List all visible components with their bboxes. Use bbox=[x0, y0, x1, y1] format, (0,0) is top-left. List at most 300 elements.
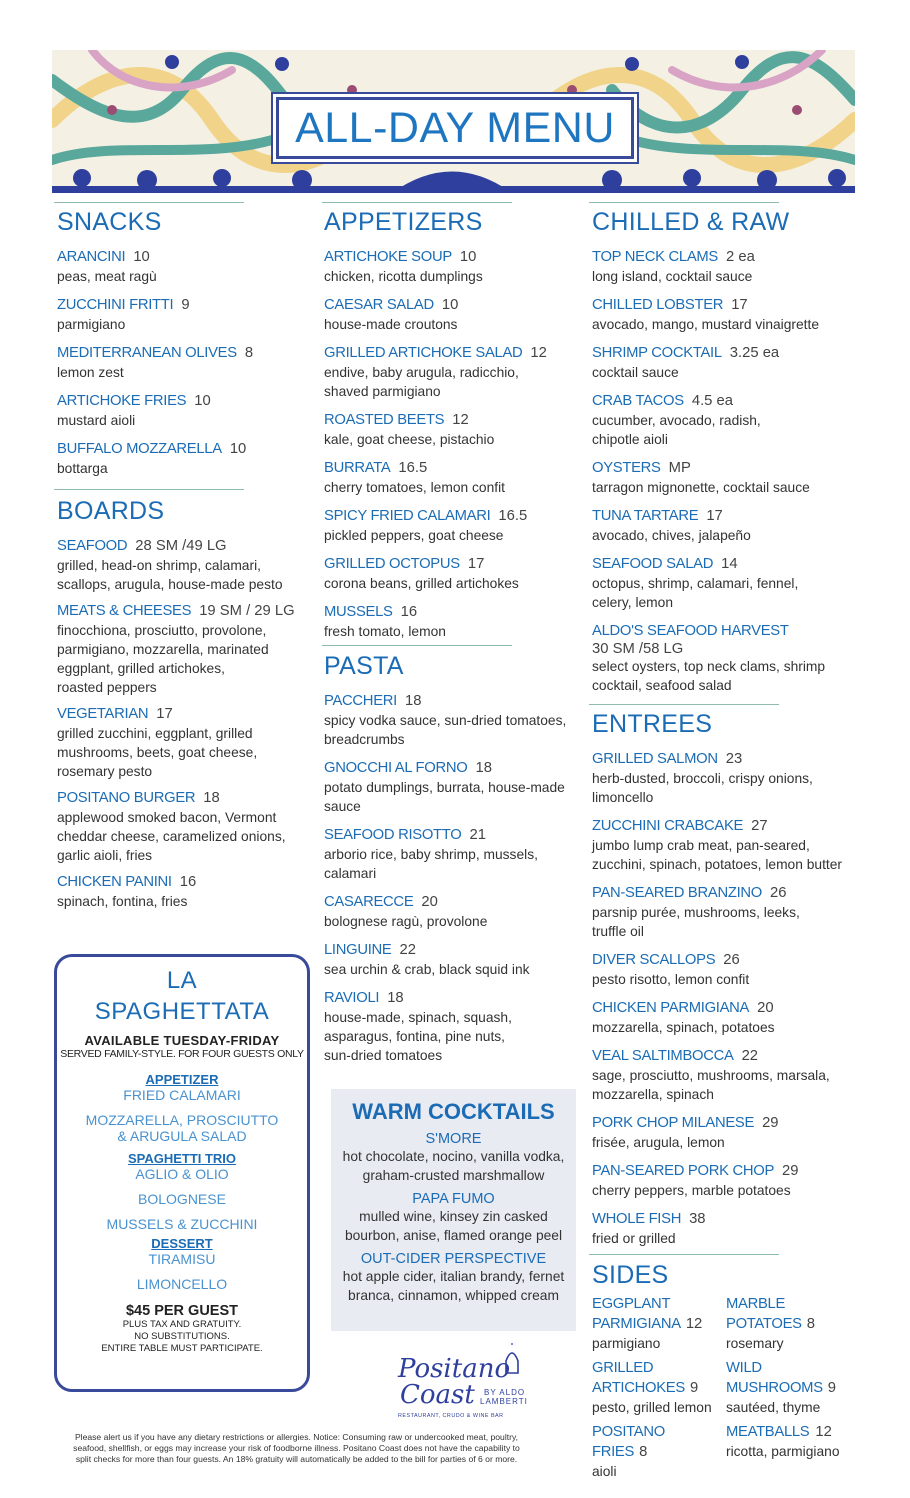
menu-item-description: scallops, arugula, house-made pesto bbox=[57, 577, 283, 592]
menu-item-name: SHRIMP COCKTAIL bbox=[592, 345, 722, 361]
boards-list bbox=[57, 536, 302, 918]
menu-item-description: mushrooms, beets, goat cheese, bbox=[57, 745, 258, 760]
menu-item bbox=[324, 758, 579, 816]
side-item-name-line-2 bbox=[592, 1314, 722, 1334]
menu-item bbox=[592, 1046, 854, 1104]
menu-item-name: BUFFALO MOZZARELLA bbox=[57, 441, 222, 457]
menu-item-description: tarragon mignonette, cocktail sauce bbox=[592, 480, 810, 495]
warm-cocktail-name: S'MORE bbox=[425, 1131, 482, 1147]
menu-item-title-line bbox=[324, 602, 579, 622]
side-item-name-line-1 bbox=[592, 1422, 722, 1442]
menu-item-description: arborio rice, baby shrimp, mussels, bbox=[324, 847, 538, 862]
side-item-name-2: ARTICHOKES bbox=[592, 1380, 685, 1396]
section-rule bbox=[54, 202, 244, 203]
menu-item bbox=[57, 343, 297, 382]
pasta-list bbox=[324, 691, 579, 1074]
menu-item-price: 10 bbox=[459, 249, 477, 265]
menu-item-title-line bbox=[57, 601, 302, 621]
side-item-description: rosemary bbox=[726, 1336, 784, 1351]
side-item-name-1: GRILLED bbox=[592, 1360, 654, 1376]
menu-item-price: 18 bbox=[404, 693, 422, 709]
menu-item-name: CAESAR SALAD bbox=[324, 297, 434, 313]
side-item-price: 9 bbox=[689, 1380, 699, 1396]
side-item-name-line-1 bbox=[726, 1422, 854, 1442]
menu-item-description: chipotle aioli bbox=[592, 432, 668, 447]
menu-item-title-line bbox=[57, 704, 302, 724]
menu-item bbox=[324, 691, 579, 749]
menu-item-price: 18 bbox=[387, 990, 404, 1006]
menu-item bbox=[592, 1209, 854, 1248]
entrees-list bbox=[592, 749, 854, 1257]
spaghettata-title-2: SPAGHETTATA bbox=[94, 998, 270, 1025]
menu-item bbox=[592, 247, 852, 286]
menu-item-price: 21 bbox=[469, 827, 486, 843]
menu-item-price: 28 SM /49 LG bbox=[135, 538, 227, 554]
menu-item bbox=[57, 536, 302, 594]
menu-item bbox=[592, 295, 852, 334]
menu-item bbox=[324, 410, 579, 449]
menu-item-description: herb-dusted, broccoli, crispy onions, bbox=[592, 771, 813, 786]
spaghettata-appetizer-2b: & ARUGULA SALAD bbox=[117, 1128, 247, 1144]
pasta-heading: PASTA bbox=[324, 652, 404, 680]
menu-item-description: mozzarella, spinach bbox=[592, 1087, 714, 1102]
warm-cocktails-list bbox=[331, 1131, 576, 1305]
menu-item-title-line bbox=[324, 247, 579, 267]
menu-item-description: avocado, mango, mustard vinaigrette bbox=[592, 317, 820, 332]
menu-item bbox=[324, 602, 579, 641]
menu-item bbox=[592, 458, 852, 497]
menu-item bbox=[324, 343, 579, 401]
warm-cocktail-description: hot apple cider, italian brandy, fernet bbox=[342, 1269, 565, 1284]
menu-item-description: applewood smoked bacon, Vermont bbox=[57, 810, 277, 825]
menu-item-name: LINGUINE bbox=[324, 942, 392, 958]
menu-item-price: 17 bbox=[731, 297, 748, 313]
la-spaghettata-box bbox=[54, 954, 310, 1392]
spaghettata-availability: AVAILABLE TUESDAY-FRIDAY bbox=[84, 1033, 280, 1048]
side-item-price: 8 bbox=[806, 1316, 815, 1332]
side-item-name-2: PARMIGIANA bbox=[592, 1316, 681, 1332]
menu-item-name: CRAB TACOS bbox=[592, 393, 684, 409]
menu-item-description: shaved parmigiano bbox=[324, 384, 441, 399]
menu-item-description: cherry peppers, marble potatoes bbox=[592, 1183, 791, 1198]
menu-item-title-line bbox=[592, 883, 854, 903]
side-item-name-line-1 bbox=[592, 1358, 722, 1378]
menu-item-name: OYSTERS bbox=[592, 460, 661, 476]
menu-item-description: limoncello bbox=[592, 790, 654, 805]
side-item bbox=[592, 1422, 722, 1481]
menu-item-price: 10 bbox=[194, 393, 211, 409]
menu-item-name: SPICY FRIED CALAMARI bbox=[324, 508, 491, 524]
menu-item-title-line bbox=[324, 554, 579, 574]
positano-coast-logo bbox=[394, 1343, 544, 1423]
spaghettata-trio-label: SPAGHETTI TRIO bbox=[127, 1151, 237, 1166]
spaghettata-dessert-2: LIMONCELLO bbox=[136, 1276, 228, 1292]
spaghettata-price: $45 PER GUEST bbox=[125, 1303, 238, 1319]
menu-item-name: CHILLED LOBSTER bbox=[592, 297, 724, 313]
menu-item bbox=[592, 998, 854, 1037]
menu-item-name: ARTICHOKE SOUP bbox=[324, 249, 452, 265]
menu-item bbox=[324, 554, 579, 593]
menu-item-name: POSITANO BURGER bbox=[57, 790, 196, 806]
menu-item-price: 16.5 bbox=[498, 508, 528, 524]
menu-item-name: ZUCCHINI CRABCAKE bbox=[592, 818, 744, 834]
side-item bbox=[592, 1358, 722, 1417]
menu-item bbox=[592, 749, 854, 807]
menu-item-title-line bbox=[592, 391, 852, 411]
menu-item-name: BURRATA bbox=[324, 460, 391, 476]
side-item-price: 12 bbox=[815, 1424, 832, 1440]
menu-item-name: ZUCCHINI FRITTI bbox=[57, 297, 174, 313]
menu-item-name: PORK CHOP MILANESE bbox=[592, 1115, 755, 1131]
menu-item-name: TUNA TARTARE bbox=[592, 508, 699, 524]
menu-item-description: sage, prosciutto, mushrooms, marsala, bbox=[592, 1068, 830, 1083]
warm-cocktails-box bbox=[331, 1089, 576, 1331]
menu-item-price: 20 bbox=[421, 894, 438, 910]
menu-item bbox=[57, 439, 297, 478]
side-item bbox=[726, 1294, 854, 1353]
section-rule bbox=[589, 202, 779, 203]
menu-item-description: chicken, ricotta dumplings bbox=[324, 269, 483, 284]
menu-item bbox=[592, 883, 854, 941]
logo-by-2: LAMBERTI bbox=[480, 1397, 528, 1406]
menu-item-description: celery, lemon bbox=[592, 595, 674, 610]
menu-item-price: 16.5 bbox=[398, 460, 428, 476]
menu-item-description: 30 SM /58 LG bbox=[592, 641, 684, 657]
menu-item-title-line bbox=[57, 872, 302, 892]
menu-item-price: 17 bbox=[467, 556, 485, 572]
side-item-price: 8 bbox=[639, 1444, 648, 1460]
menu-item-title-line bbox=[592, 247, 852, 267]
side-item-description: pesto, grilled lemon bbox=[592, 1400, 712, 1415]
menu-item-name: CHICKEN PARMIGIANA bbox=[592, 1000, 750, 1016]
warm-cocktail-description: mulled wine, kinsey zin casked bbox=[359, 1209, 548, 1224]
menu-item bbox=[57, 601, 302, 697]
side-item-name-1: EGGPLANT bbox=[592, 1296, 671, 1312]
menu-item bbox=[592, 506, 852, 545]
boards-heading: BOARDS bbox=[57, 497, 165, 525]
menu-item-description: long island, cocktail sauce bbox=[592, 269, 753, 284]
side-item-name-2: POTATOES bbox=[726, 1316, 802, 1332]
spaghettata-note-1: PLUS TAX AND GRATUITY. bbox=[122, 1319, 242, 1330]
side-item bbox=[726, 1358, 854, 1417]
warm-cocktails-title: WARM COCKTAILS bbox=[352, 1099, 555, 1124]
menu-item bbox=[324, 295, 579, 334]
warm-cocktail-name: OUT-CIDER PERSPECTIVE bbox=[360, 1251, 547, 1267]
menu-item-price: 2 ea bbox=[726, 249, 755, 265]
menu-item-description: cucumber, avocado, radish, bbox=[592, 413, 761, 428]
menu-item-description: pickled peppers, goat cheese bbox=[324, 528, 504, 543]
menu-item-title-line bbox=[592, 621, 852, 641]
appetizers-heading: APPETIZERS bbox=[324, 208, 483, 236]
menu-item-description: peas, meat ragù bbox=[57, 269, 157, 284]
menu-item-price: 23 bbox=[725, 751, 743, 767]
menu-item bbox=[57, 295, 297, 334]
side-item-name-line-2 bbox=[592, 1378, 722, 1398]
footer-line-3: split checks for more than four guests. An 18% gratuity will automatically be added to the bill for parties of 6 or more. bbox=[75, 1453, 518, 1464]
spaghettata-trio-2: BOLOGNESE bbox=[138, 1191, 226, 1207]
menu-item bbox=[592, 950, 854, 989]
menu-item-description: house-made, spinach, squash, bbox=[324, 1010, 512, 1025]
menu-item-name: ARANCINI bbox=[57, 249, 126, 265]
menu-item-description: roasted peppers bbox=[57, 680, 157, 695]
menu-item-price: 10 bbox=[133, 249, 150, 265]
menu-item-description: fried or grilled bbox=[592, 1231, 676, 1246]
spaghettata-trio-3: MUSSELS & ZUCCHINI bbox=[106, 1216, 258, 1232]
menu-item-title-line bbox=[324, 892, 579, 912]
menu-item-name: ARTICHOKE FRIES bbox=[57, 393, 187, 409]
menu-item-description: select oysters, top neck clams, shrimp bbox=[592, 659, 826, 674]
spaghettata-trio-1: AGLIO & OLIO bbox=[135, 1166, 229, 1182]
menu-item-price: 26 bbox=[769, 885, 787, 901]
menu-item-price: 12 bbox=[452, 412, 469, 428]
menu-item-price: 29 bbox=[782, 1163, 799, 1179]
menu-item-name: TOP NECK CLAMS bbox=[592, 249, 718, 265]
spaghettata-appetizer-1: FRIED CALAMARI bbox=[123, 1087, 241, 1103]
menu-item-price: 3.25 ea bbox=[729, 345, 780, 361]
menu-item bbox=[592, 1161, 854, 1200]
menu-item-description: asparagus, fontina, pine nuts, bbox=[324, 1029, 506, 1044]
side-item-description: parmigiano bbox=[592, 1336, 661, 1351]
menu-item-title-line bbox=[324, 988, 579, 1008]
menu-item bbox=[324, 247, 579, 286]
menu-item-description: garlic aioli, fries bbox=[57, 848, 153, 863]
menu-item-title-line bbox=[592, 1209, 854, 1229]
menu-item-title-line bbox=[592, 1046, 854, 1066]
menu-item bbox=[57, 788, 302, 865]
sides-grid bbox=[592, 1294, 854, 1484]
appetizers-list bbox=[324, 247, 579, 650]
spaghettata-dessert-label: DESSERT bbox=[151, 1236, 213, 1251]
logo-line-1: Positano bbox=[398, 1354, 511, 1384]
spaghettata-dessert-1: TIRAMISU bbox=[148, 1251, 216, 1267]
menu-item-name: VEAL SALTIMBOCCA bbox=[592, 1048, 734, 1064]
menu-item-price: 14 bbox=[721, 556, 738, 572]
menu-item-title-line bbox=[57, 295, 297, 315]
warm-cocktail-name: PAPA FUMO bbox=[412, 1191, 495, 1207]
menu-item bbox=[592, 621, 852, 695]
menu-item-description: frisée, arugula, lemon bbox=[592, 1135, 725, 1150]
side-item bbox=[726, 1422, 854, 1461]
menu-item-name: SEAFOOD bbox=[57, 538, 128, 554]
menu-item-price: 12 bbox=[530, 345, 547, 361]
menu-item-description: rosemary pesto bbox=[57, 764, 153, 779]
menu-item-description: pesto risotto, lemon confit bbox=[592, 972, 750, 987]
side-item-name-line-1 bbox=[592, 1294, 722, 1314]
menu-item-description: corona beans, grilled artichokes bbox=[324, 576, 519, 591]
warm-cocktail-description: hot chocolate, nocino, vanilla vodka, bbox=[342, 1149, 565, 1164]
menu-item-name: ROASTED BEETS bbox=[324, 412, 445, 428]
footer-notice bbox=[44, 1432, 549, 1464]
spaghettata-appetizer-label: APPETIZER bbox=[145, 1072, 219, 1087]
menu-item-description: octopus, shrimp, calamari, fennel, bbox=[592, 576, 799, 591]
snacks-list bbox=[57, 247, 297, 487]
menu-item-title-line bbox=[57, 391, 297, 411]
section-rule bbox=[322, 202, 512, 203]
menu-item-name: CHICKEN PANINI bbox=[57, 874, 172, 890]
menu-item-title-line bbox=[324, 295, 579, 315]
side-item-description: aioli bbox=[592, 1464, 617, 1479]
menu-item-price: MP bbox=[668, 460, 691, 476]
menu-item-description: calamari bbox=[324, 866, 377, 881]
menu-item-title-line bbox=[324, 691, 579, 711]
side-item-name-line-2 bbox=[592, 1442, 722, 1462]
menu-item-name: GRILLED OCTOPUS bbox=[324, 556, 460, 572]
side-item-name-2: MUSHROOMS bbox=[726, 1380, 823, 1396]
side-item-name-line-1 bbox=[726, 1294, 854, 1314]
menu-item-title-line bbox=[57, 439, 297, 459]
menu-item-price: 29 bbox=[762, 1115, 779, 1131]
footer-line-1: Please alert us if you have any dietary restrictions or allergies. Notice: Consuming raw or undercooked meat, poultry, bbox=[74, 1432, 519, 1442]
side-item-name-1: MEATBALLS bbox=[726, 1424, 810, 1440]
menu-item-title-line bbox=[57, 536, 302, 556]
logo-tagline: RESTAURANT, CRUDO & WINE BAR bbox=[398, 1413, 504, 1419]
menu-item-description: bottarga bbox=[57, 461, 108, 476]
menu-item-title-line bbox=[57, 247, 297, 267]
menu-item-description: house-made croutons bbox=[324, 317, 458, 332]
menu-item-price: 16 bbox=[179, 874, 197, 890]
chilled-list bbox=[592, 247, 852, 704]
spaghettata-title-1: LA bbox=[166, 967, 198, 994]
menu-item-description: parsnip purée, mushrooms, leeks, bbox=[592, 905, 800, 920]
warm-cocktail-description: graham-crusted marshmallow bbox=[362, 1168, 545, 1183]
side-item-price: 12 bbox=[685, 1316, 703, 1332]
menu-item-price: 8 bbox=[244, 345, 254, 361]
menu-item-title-line bbox=[324, 458, 579, 478]
chilled-heading: CHILLED & RAW bbox=[592, 208, 790, 236]
menu-item-title-line bbox=[592, 554, 852, 574]
menu-item-price: 20 bbox=[757, 1000, 774, 1016]
menu-item-description: finocchiona, prosciutto, provolone, bbox=[57, 623, 267, 638]
menu-item bbox=[324, 458, 579, 497]
menu-item-name: MUSSELS bbox=[324, 604, 393, 620]
logo-line-2: Coast bbox=[400, 1380, 475, 1410]
menu-item-description: jumbo lump crab meat, pan-seared, bbox=[592, 838, 810, 853]
menu-item-price: 4.5 ea bbox=[691, 393, 733, 409]
side-item-name-line-2 bbox=[726, 1314, 854, 1334]
menu-item-name: PACCHERI bbox=[324, 693, 397, 709]
menu-item bbox=[324, 940, 579, 979]
menu-title: ALL-DAY MENU bbox=[295, 104, 615, 152]
menu-item-price: 16 bbox=[400, 604, 418, 620]
menu-item-price: 17 bbox=[706, 508, 723, 524]
section-rule bbox=[54, 489, 244, 490]
menu-item-price: 18 bbox=[475, 760, 492, 776]
menu-item-title-line bbox=[324, 940, 579, 960]
menu-item bbox=[57, 872, 302, 911]
menu-item-description: kale, goat cheese, pistachio bbox=[324, 432, 495, 447]
menu-item-description: cocktail, seafood salad bbox=[592, 678, 732, 693]
spaghettata-served: SERVED FAMILY-STYLE. FOR FOUR GUESTS ONLY bbox=[60, 1048, 304, 1060]
menu-item-name: CASARECCE bbox=[324, 894, 414, 910]
menu-item-description: cheddar cheese, caramelized onions, bbox=[57, 829, 286, 844]
menu-item-description: avocado, chives, jalapeño bbox=[592, 528, 751, 543]
menu-item-title-line bbox=[592, 295, 852, 315]
menu-item-description: grilled zucchini, eggplant, grilled bbox=[57, 726, 253, 741]
menu-item-description: parmigiano, mozzarella, marinated bbox=[57, 642, 269, 657]
side-item-name-line-2 bbox=[726, 1378, 854, 1398]
menu-item-price: 10 bbox=[441, 297, 459, 313]
side-item-name-2: FRIES bbox=[592, 1444, 635, 1460]
menu-item-description: mustard aioli bbox=[57, 413, 136, 428]
menu-item-title-line bbox=[592, 458, 852, 478]
menu-item-description: zucchini, spinach, potatoes, lemon butter bbox=[592, 857, 843, 872]
menu-item-title-line bbox=[324, 506, 579, 526]
menu-item-name: MEDITERRANEAN OLIVES bbox=[57, 345, 237, 361]
side-item-price: 9 bbox=[827, 1380, 837, 1396]
menu-item-description: mozzarella, spinach, potatoes bbox=[592, 1020, 775, 1035]
menu-item-name: PAN-SEARED BRANZINO bbox=[592, 885, 762, 901]
entrees-heading: ENTREES bbox=[592, 710, 713, 738]
menu-item-title-line bbox=[324, 410, 579, 430]
menu-item-price: 22 bbox=[399, 942, 416, 958]
footer-line-2: seafood, shellfish, or eggs may increase your risk of foodborne illness. Positano Coast does not have the capability to bbox=[73, 1442, 520, 1453]
spaghettata-note-2: NO SUBSTITUTIONS. bbox=[134, 1331, 230, 1342]
menu-item-title-line bbox=[592, 816, 854, 836]
menu-item-price: 10 bbox=[229, 441, 247, 457]
menu-item-description: sauce bbox=[324, 799, 361, 814]
logo-graphic bbox=[394, 1343, 544, 1423]
menu-item-price: 9 bbox=[181, 297, 190, 313]
menu-item-description: breadcrumbs bbox=[324, 732, 405, 747]
menu-item bbox=[592, 343, 852, 382]
menu-item-title-line bbox=[592, 1113, 854, 1133]
menu-item-price: 22 bbox=[741, 1048, 759, 1064]
menu-item-name: GNOCCHI AL FORNO bbox=[324, 760, 468, 776]
menu-item-description: parmigiano bbox=[57, 317, 126, 332]
menu-item-name: WHOLE FISH bbox=[592, 1211, 682, 1227]
menu-item-price: 18 bbox=[203, 790, 220, 806]
menu-item-name: MEATS & CHEESES bbox=[57, 603, 192, 619]
menu-item-description: sea urchin & crab, black squid ink bbox=[324, 962, 530, 977]
menu-item-description: spinach, fontina, fries bbox=[57, 894, 188, 909]
menu-item-price: 27 bbox=[751, 818, 768, 834]
menu-item-description: cherry tomatoes, lemon confit bbox=[324, 480, 505, 495]
menu-item bbox=[57, 247, 297, 286]
menu-item-description: fresh tomato, lemon bbox=[324, 624, 446, 639]
menu-item-name: PAN-SEARED PORK CHOP bbox=[592, 1163, 775, 1179]
menu-item-title-line bbox=[57, 788, 302, 808]
menu-item bbox=[592, 391, 852, 449]
side-item-description: ricotta, parmigiano bbox=[726, 1444, 840, 1459]
menu-item bbox=[324, 892, 579, 931]
menu-item bbox=[324, 825, 579, 883]
menu-item-name: SEAFOOD SALAD bbox=[592, 556, 714, 572]
side-item-name-1: WILD bbox=[726, 1360, 762, 1376]
menu-item-price: 19 SM / 29 LG bbox=[199, 603, 295, 619]
side-item bbox=[592, 1294, 722, 1353]
section-rule bbox=[322, 645, 512, 646]
menu-item-name: RAVIOLI bbox=[324, 990, 380, 1006]
spaghettata-note-3: ENTIRE TABLE MUST PARTICIPATE. bbox=[101, 1343, 263, 1354]
side-item-name-1: MARBLE bbox=[726, 1296, 786, 1312]
menu-item-description: truffle oil bbox=[592, 924, 644, 939]
menu-item-price: 38 bbox=[689, 1211, 706, 1227]
menu-item-title-line bbox=[592, 506, 852, 526]
menu-item-title-line bbox=[592, 998, 854, 1018]
menu-item-title-line bbox=[324, 758, 579, 778]
menu-item-title-line bbox=[592, 1161, 854, 1181]
menu-item-name: GRILLED SALMON bbox=[592, 751, 718, 767]
menu-item-title-line bbox=[324, 343, 579, 363]
warm-cocktail-description: bourbon, anise, flamed orange peel bbox=[344, 1228, 563, 1243]
menu-item-title-line bbox=[592, 343, 852, 363]
menu-item bbox=[324, 506, 579, 545]
menu-item-description: cocktail sauce bbox=[592, 365, 679, 380]
menu-item bbox=[57, 391, 297, 430]
warm-cocktail-description: branca, cinnamon, whipped cream bbox=[348, 1288, 559, 1303]
side-item-name-line-1 bbox=[726, 1358, 854, 1378]
menu-item-description: lemon zest bbox=[57, 365, 124, 380]
